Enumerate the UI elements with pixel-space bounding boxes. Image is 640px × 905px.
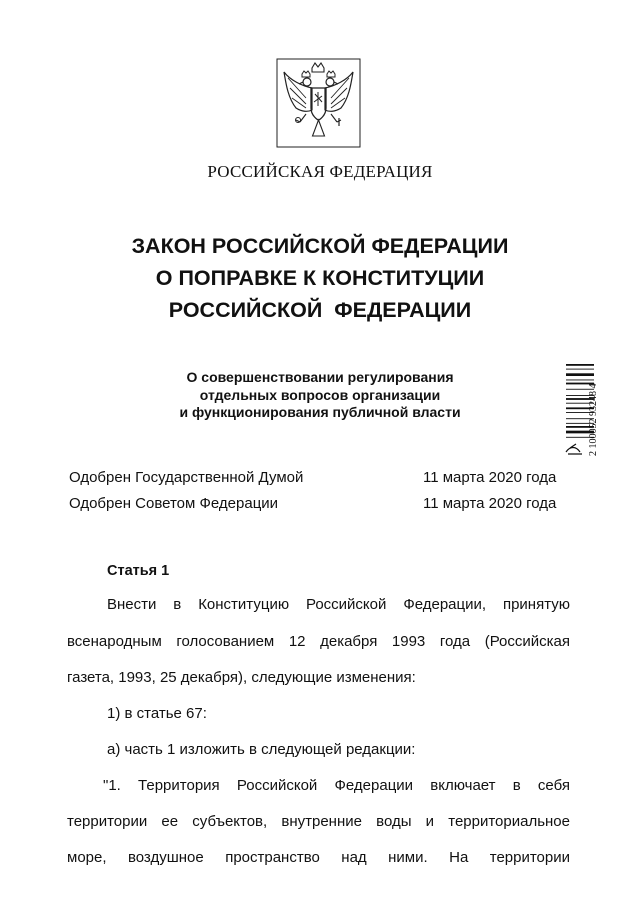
law-title-line: РОССИЙСКОЙ ФЕДЕРАЦИИ — [168, 298, 472, 322]
article-quote-line: море, воздушное пространство над ними. На территории — [67, 849, 570, 866]
approvals-block — [69, 465, 569, 517]
article-line-text: Внести в Конституцию Российской Федерации, принятую — [107, 596, 570, 613]
law-title — [0, 230, 640, 326]
approval-label: Одобрен Государственной Думой — [69, 469, 304, 486]
approval-date: 11 марта 2020 года — [423, 495, 557, 512]
coat-of-arms-emblem — [276, 58, 361, 148]
approval-row — [69, 465, 569, 491]
article-quote-line: территории ее субъектов, внутренние воды и территориальное — [67, 813, 570, 830]
law-title-line: О ПОПРАВКЕ К КОНСТИТУЦИИ — [155, 266, 485, 290]
article-line — [67, 596, 570, 613]
article-item: а) часть 1 изложить в следующей редакции: — [107, 741, 416, 758]
law-subtitle — [0, 369, 640, 422]
approval-row — [69, 491, 569, 517]
country-name: РОССИЙСКАЯ ФЕДЕРАЦИЯ — [207, 162, 433, 181]
law-subtitle-line: отдельных вопросов организации — [199, 386, 441, 403]
approval-label: Одобрен Советом Федерации — [69, 495, 279, 512]
approval-date: 11 марта 2020 года — [423, 469, 557, 486]
article-line: газета, 1993, 25 декабря), следующие изменения: — [67, 669, 416, 686]
article-item: 1) в статье 67: — [107, 705, 207, 722]
law-title-line: ЗАКОН РОССИЙСКОЙ ФЕДЕРАЦИИ — [131, 234, 509, 258]
law-subtitle-line: и функционирования публичной власти — [179, 404, 461, 420]
article-line: всенародным голосованием 12 декабря 1993 года (Российская — [67, 633, 570, 650]
law-subtitle-line: О совершенствовании регулирования — [186, 369, 454, 385]
article-quote-line: "1. Территория Российской Федерации включает в себя — [103, 777, 570, 794]
barcode-number: 2 100052 93248 4 — [588, 383, 599, 456]
article-heading: Статья 1 — [107, 563, 170, 579]
